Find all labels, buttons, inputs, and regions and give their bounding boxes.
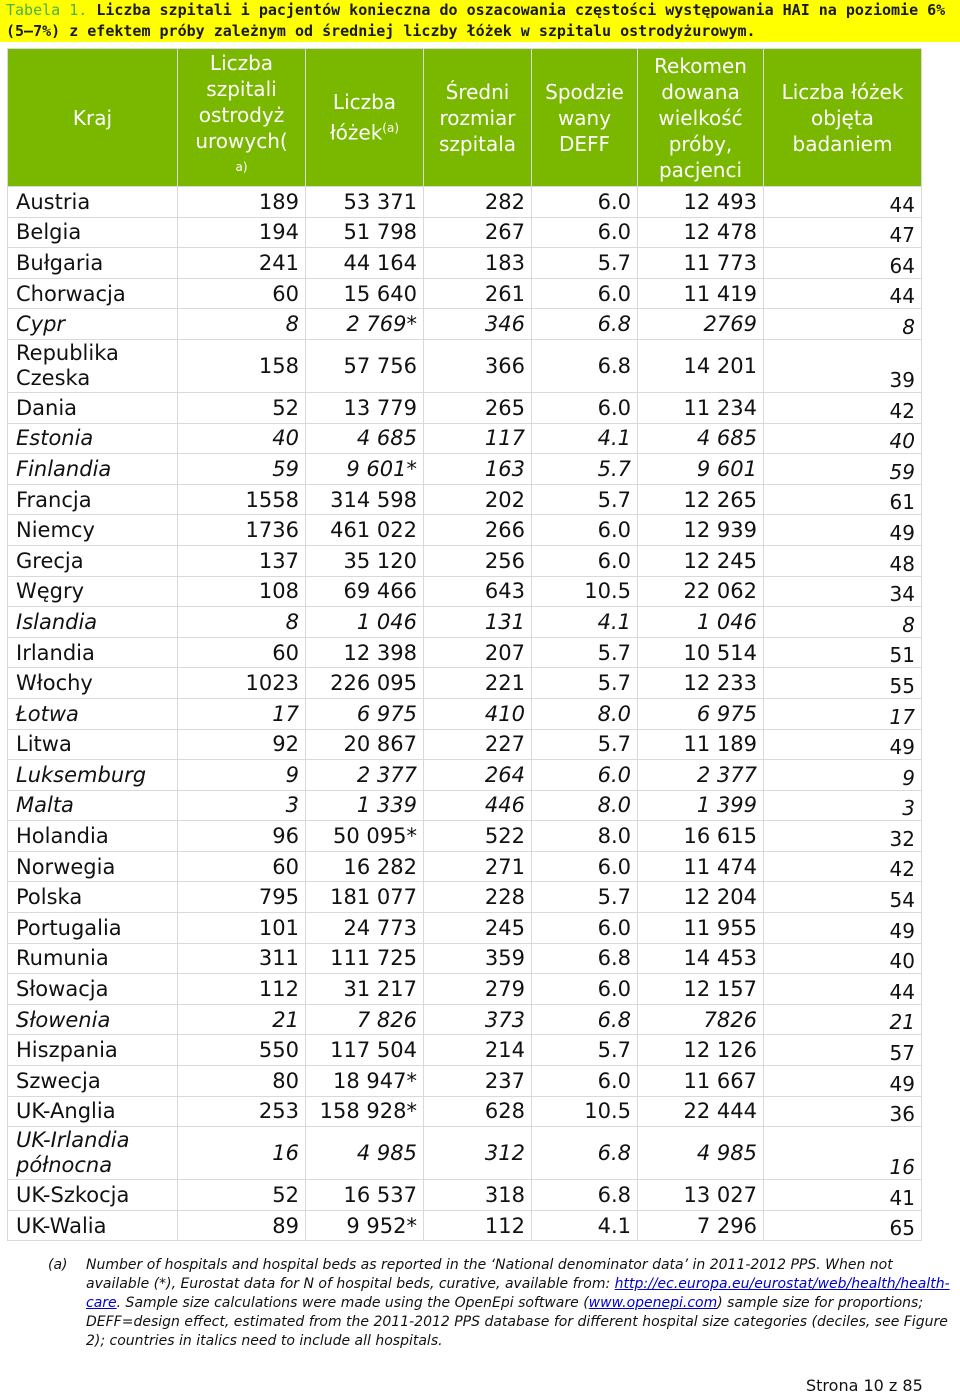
cell-sample-size: 6 975 [638,698,764,729]
cell-country: Słowacja [8,974,178,1005]
cell-deff: 6.0 [532,278,638,309]
cell-deff: 5.7 [532,882,638,913]
cell-beds-covered: 49 [764,515,922,546]
cell-hospitals: 52 [178,1180,306,1211]
cell-sample-size: 12 126 [638,1035,764,1066]
cell-beds: 6 975 [306,698,424,729]
cell-country: Republika Czeska [8,339,178,392]
cell-beds: 18 947* [306,1066,424,1097]
cell-beds: 24 773 [306,913,424,944]
cell-beds: 117 504 [306,1035,424,1066]
table-row [8,790,922,821]
cell-beds-covered: 42 [764,851,922,882]
header-country: Kraj [8,49,178,187]
cell-sample-size: 4 985 [638,1127,764,1180]
table-row [8,454,922,485]
cell-sample-size: 9 601 [638,454,764,485]
cell-avg-size: 228 [424,882,532,913]
cell-beds-covered: 47 [764,217,922,248]
cell-sample-size: 11 667 [638,1066,764,1097]
cell-beds: 57 756 [306,339,424,392]
cell-beds-covered: 42 [764,392,922,423]
cell-sample-size: 12 478 [638,217,764,248]
cell-sample-size: 13 027 [638,1180,764,1211]
header-avg-size: Średni rozmiar szpitala [424,49,532,187]
cell-sample-size: 12 245 [638,545,764,576]
table-row [8,1066,922,1097]
cell-hospitals: 1558 [178,484,306,515]
openepi-link[interactable]: www.openepi.com [588,1295,718,1311]
cell-beds-covered: 8 [764,607,922,638]
cell-beds: 20 867 [306,729,424,760]
cell-beds: 53 371 [306,187,424,218]
cell-avg-size: 373 [424,1004,532,1035]
cell-deff: 6.0 [532,1066,638,1097]
cell-avg-size: 522 [424,821,532,852]
cell-beds-covered: 61 [764,484,922,515]
cell-beds: 461 022 [306,515,424,546]
cell-avg-size: 202 [424,484,532,515]
cell-avg-size: 264 [424,760,532,791]
cell-deff: 5.7 [532,248,638,279]
cell-beds: 35 120 [306,545,424,576]
table-row [8,637,922,668]
cell-beds-covered: 49 [764,729,922,760]
footnote-mark: (a) [48,1257,68,1273]
cell-deff: 6.8 [532,1180,638,1211]
cell-beds-covered: 32 [764,821,922,852]
cell-beds: 1 046 [306,607,424,638]
cell-hospitals: 137 [178,545,306,576]
cell-country: UK-Anglia [8,1096,178,1127]
cell-sample-size: 12 157 [638,974,764,1005]
table-row [8,943,922,974]
table-row [8,248,922,279]
cell-sample-size: 16 615 [638,821,764,852]
cell-avg-size: 318 [424,1180,532,1211]
cell-deff: 6.8 [532,339,638,392]
cell-beds-covered: 9 [764,760,922,791]
cell-country: Irlandia [8,637,178,668]
cell-hospitals: 108 [178,576,306,607]
cell-deff: 5.7 [532,1035,638,1066]
cell-deff: 10.5 [532,576,638,607]
cell-hospitals: 795 [178,882,306,913]
table-row [8,1004,922,1035]
cell-avg-size: 628 [424,1096,532,1127]
cell-hospitals: 8 [178,309,306,340]
cell-sample-size: 11 474 [638,851,764,882]
cell-sample-size: 10 514 [638,637,764,668]
eurostat-link[interactable]: http://ec.europa.eu/eurostat/web/health/health-care [86,1276,950,1311]
cell-beds-covered: 44 [764,187,922,218]
cell-beds: 13 779 [306,392,424,423]
cell-country: Belgia [8,217,178,248]
cell-beds: 9 601* [306,454,424,485]
cell-beds-covered: 41 [764,1180,922,1211]
cell-deff: 6.8 [532,1004,638,1035]
cell-beds-covered: 57 [764,1035,922,1066]
table-row [8,423,922,454]
table-row [8,1127,922,1180]
cell-sample-size: 7 296 [638,1210,764,1241]
cell-beds: 16 537 [306,1180,424,1211]
cell-avg-size: 366 [424,339,532,392]
cell-deff: 8.0 [532,790,638,821]
cell-beds: 9 952* [306,1210,424,1241]
cell-avg-size: 227 [424,729,532,760]
cell-country: Hiszpania [8,1035,178,1066]
cell-hospitals: 89 [178,1210,306,1241]
cell-hospitals: 21 [178,1004,306,1035]
cell-country: Luksemburg [8,760,178,791]
cell-avg-size: 183 [424,248,532,279]
table-row [8,309,922,340]
cell-beds-covered: 64 [764,248,922,279]
cell-sample-size: 12 493 [638,187,764,218]
cell-avg-size: 312 [424,1127,532,1180]
table-row [8,668,922,699]
cell-deff: 6.0 [532,217,638,248]
cell-deff: 5.7 [532,484,638,515]
header-deff: Spodzie wany DEFF [532,49,638,187]
cell-deff: 6.0 [532,974,638,1005]
cell-beds-covered: 17 [764,698,922,729]
table-row [8,1180,922,1211]
cell-beds-covered: 44 [764,278,922,309]
cell-country: Chorwacja [8,278,178,309]
header-beds-covered: Liczba łóżek objęta badaniem [764,49,922,187]
cell-hospitals: 8 [178,607,306,638]
cell-beds: 314 598 [306,484,424,515]
cell-sample-size: 11 955 [638,913,764,944]
table-row [8,882,922,913]
cell-hospitals: 189 [178,187,306,218]
cell-beds: 1 339 [306,790,424,821]
cell-sample-size: 2769 [638,309,764,340]
cell-avg-size: 271 [424,851,532,882]
cell-country: UK-Walia [8,1210,178,1241]
cell-avg-size: 279 [424,974,532,1005]
cell-beds: 16 282 [306,851,424,882]
cell-country: UK-Irlandia północna [8,1127,178,1180]
cell-hospitals: 60 [178,637,306,668]
cell-country: Włochy [8,668,178,699]
cell-country: Dania [8,392,178,423]
cell-avg-size: 266 [424,515,532,546]
table-row [8,729,922,760]
cell-deff: 6.0 [532,851,638,882]
cell-sample-size: 12 265 [638,484,764,515]
cell-beds-covered: 16 [764,1127,922,1180]
cell-country: Bułgaria [8,248,178,279]
cell-beds-covered: 40 [764,943,922,974]
cell-avg-size: 112 [424,1210,532,1241]
cell-deff: 6.0 [532,515,638,546]
cell-country: UK-Szkocja [8,1180,178,1211]
table-row [8,1096,922,1127]
cell-beds: 2 769* [306,309,424,340]
table-caption [0,0,960,42]
table-row [8,1035,922,1066]
header-row [8,49,922,187]
cell-country: Węgry [8,576,178,607]
cell-beds: 4 685 [306,423,424,454]
cell-sample-size: 1 399 [638,790,764,821]
table-row [8,217,922,248]
cell-beds-covered: 48 [764,545,922,576]
cell-hospitals: 92 [178,729,306,760]
cell-country: Estonia [8,423,178,454]
table-row [8,484,922,515]
cell-hospitals: 1023 [178,668,306,699]
cell-avg-size: 410 [424,698,532,729]
cell-beds: 226 095 [306,668,424,699]
cell-deff: 5.7 [532,637,638,668]
cell-avg-size: 282 [424,187,532,218]
cell-beds-covered: 49 [764,913,922,944]
cell-country: Słowenia [8,1004,178,1035]
cell-beds-covered: 54 [764,882,922,913]
cell-country: Malta [8,790,178,821]
cell-beds-covered: 40 [764,423,922,454]
table-row [8,278,922,309]
cell-country: Polska [8,882,178,913]
cell-beds: 7 826 [306,1004,424,1035]
cell-country: Szwecja [8,1066,178,1097]
footnote [48,1256,960,1351]
cell-hospitals: 1736 [178,515,306,546]
cell-sample-size: 12 204 [638,882,764,913]
cell-deff: 8.0 [532,821,638,852]
cell-sample-size: 1 046 [638,607,764,638]
cell-beds: 4 985 [306,1127,424,1180]
cell-deff: 5.7 [532,668,638,699]
header-sample-size: Rekomen dowana wielkość próby, pacjenci [638,49,764,187]
cell-hospitals: 550 [178,1035,306,1066]
cell-hospitals: 60 [178,851,306,882]
cell-country: Holandia [8,821,178,852]
cell-beds: 69 466 [306,576,424,607]
cell-deff: 8.0 [532,698,638,729]
cell-avg-size: 207 [424,637,532,668]
cell-country: Francja [8,484,178,515]
cell-avg-size: 267 [424,217,532,248]
table-row [8,698,922,729]
cell-sample-size: 11 419 [638,278,764,309]
cell-avg-size: 261 [424,278,532,309]
header-beds: Liczba łóżek$^{(a)}$ [306,49,424,187]
cell-beds: 50 095* [306,821,424,852]
table-row [8,821,922,852]
cell-avg-size: 245 [424,913,532,944]
cell-avg-size: 117 [424,423,532,454]
table-row [8,974,922,1005]
cell-avg-size: 643 [424,576,532,607]
table-row [8,576,922,607]
cell-deff: 6.0 [532,760,638,791]
footnote-text-1: Number of hospitals and hospital beds as reported in the ‘National denominator data’ in 2011-2012 PPS. When not available (*), Eurostat data for N of hospital beds, curative, available from: [86,1257,893,1292]
cell-deff: 5.7 [532,729,638,760]
cell-avg-size: 446 [424,790,532,821]
cell-country: Norwegia [8,851,178,882]
cell-sample-size: 14 201 [638,339,764,392]
cell-country: Grecja [8,545,178,576]
cell-hospitals: 59 [178,454,306,485]
cell-beds-covered: 65 [764,1210,922,1241]
cell-deff: 6.8 [532,943,638,974]
cell-hospitals: 60 [178,278,306,309]
cell-avg-size: 346 [424,309,532,340]
cell-deff: 4.1 [532,1210,638,1241]
cell-hospitals: 40 [178,423,306,454]
cell-beds: 44 164 [306,248,424,279]
cell-beds-covered: 21 [764,1004,922,1035]
cell-hospitals: 194 [178,217,306,248]
cell-sample-size: 2 377 [638,760,764,791]
cell-sample-size: 7826 [638,1004,764,1035]
table-row [8,607,922,638]
cell-beds: 31 217 [306,974,424,1005]
cell-country: Portugalia [8,913,178,944]
cell-country: Litwa [8,729,178,760]
cell-hospitals: 253 [178,1096,306,1127]
cell-sample-size: 11 234 [638,392,764,423]
cell-country: Finlandia [8,454,178,485]
cell-sample-size: 12 233 [638,668,764,699]
cell-avg-size: 214 [424,1035,532,1066]
cell-deff: 6.0 [532,545,638,576]
cell-beds: 15 640 [306,278,424,309]
cell-deff: 6.8 [532,309,638,340]
cell-sample-size: 11 773 [638,248,764,279]
cell-hospitals: 158 [178,339,306,392]
table-row [8,339,922,392]
caption-text: Liczba szpitali i pacjentów konieczna do oszacowania częstości występowania HAI na poziomie 6% (5–7%) z efektem próby zależnym od średniej liczby łóżek w szpitalu ostrodyżurowym. [6,1,946,40]
cell-deff: 4.1 [532,607,638,638]
cell-avg-size: 359 [424,943,532,974]
cell-beds: 51 798 [306,217,424,248]
table-row [8,760,922,791]
cell-deff: 4.1 [532,423,638,454]
cell-beds: 158 928* [306,1096,424,1127]
cell-hospitals: 3 [178,790,306,821]
cell-hospitals: 112 [178,974,306,1005]
table-row [8,851,922,882]
cell-beds-covered: 3 [764,790,922,821]
cell-sample-size: 22 444 [638,1096,764,1127]
cell-deff: 6.8 [532,1127,638,1180]
cell-beds-covered: 8 [764,309,922,340]
cell-beds-covered: 39 [764,339,922,392]
cell-sample-size: 12 939 [638,515,764,546]
cell-country: Cypr [8,309,178,340]
cell-beds-covered: 34 [764,576,922,607]
table-row [8,515,922,546]
cell-beds: 181 077 [306,882,424,913]
table-row [8,1210,922,1241]
table-row [8,545,922,576]
footnote-text-3: ) sample size for proportions; DEFF=design effect, estimated from the 2011-2012 PPS database for different hospital size categories (deciles, see Figure 2); countries in italics need to include all hospitals. [86,1295,948,1349]
cell-beds-covered: 55 [764,668,922,699]
cell-sample-size: 4 685 [638,423,764,454]
cell-beds: 2 377 [306,760,424,791]
cell-beds-covered: 36 [764,1096,922,1127]
cell-deff: 6.0 [532,392,638,423]
cell-country: Łotwa [8,698,178,729]
cell-avg-size: 265 [424,392,532,423]
cell-avg-size: 221 [424,668,532,699]
caption-label: Tabela 1. [6,1,88,19]
cell-beds: 111 725 [306,943,424,974]
page-number: Strona 10 z 85 [806,1376,923,1395]
cell-hospitals: 96 [178,821,306,852]
cell-sample-size: 14 453 [638,943,764,974]
cell-beds-covered: 49 [764,1066,922,1097]
hospital-sample-table [7,48,922,1241]
cell-deff: 10.5 [532,1096,638,1127]
cell-hospitals: 16 [178,1127,306,1180]
table-row [8,187,922,218]
cell-beds-covered: 59 [764,454,922,485]
cell-hospitals: 241 [178,248,306,279]
cell-avg-size: 131 [424,607,532,638]
cell-beds: 12 398 [306,637,424,668]
cell-country: Rumunia [8,943,178,974]
cell-hospitals: 80 [178,1066,306,1097]
cell-country: Niemcy [8,515,178,546]
cell-deff: 6.0 [532,187,638,218]
cell-avg-size: 237 [424,1066,532,1097]
cell-avg-size: 256 [424,545,532,576]
cell-country: Islandia [8,607,178,638]
cell-deff: 6.0 [532,913,638,944]
cell-beds-covered: 44 [764,974,922,1005]
cell-sample-size: 22 062 [638,576,764,607]
footnote-text-2: . Sample size calculations were made using the OpenEpi software ( [116,1295,589,1311]
cell-beds-covered: 51 [764,637,922,668]
cell-deff: 5.7 [532,454,638,485]
cell-avg-size: 163 [424,454,532,485]
cell-hospitals: 101 [178,913,306,944]
cell-country: Austria [8,187,178,218]
cell-hospitals: 9 [178,760,306,791]
cell-hospitals: 311 [178,943,306,974]
table-row [8,913,922,944]
table-row [8,392,922,423]
cell-sample-size: 11 189 [638,729,764,760]
header-hospitals: Liczba szpitali ostrodyż urowych( $^{a)}$ [178,49,306,187]
cell-hospitals: 52 [178,392,306,423]
cell-hospitals: 17 [178,698,306,729]
